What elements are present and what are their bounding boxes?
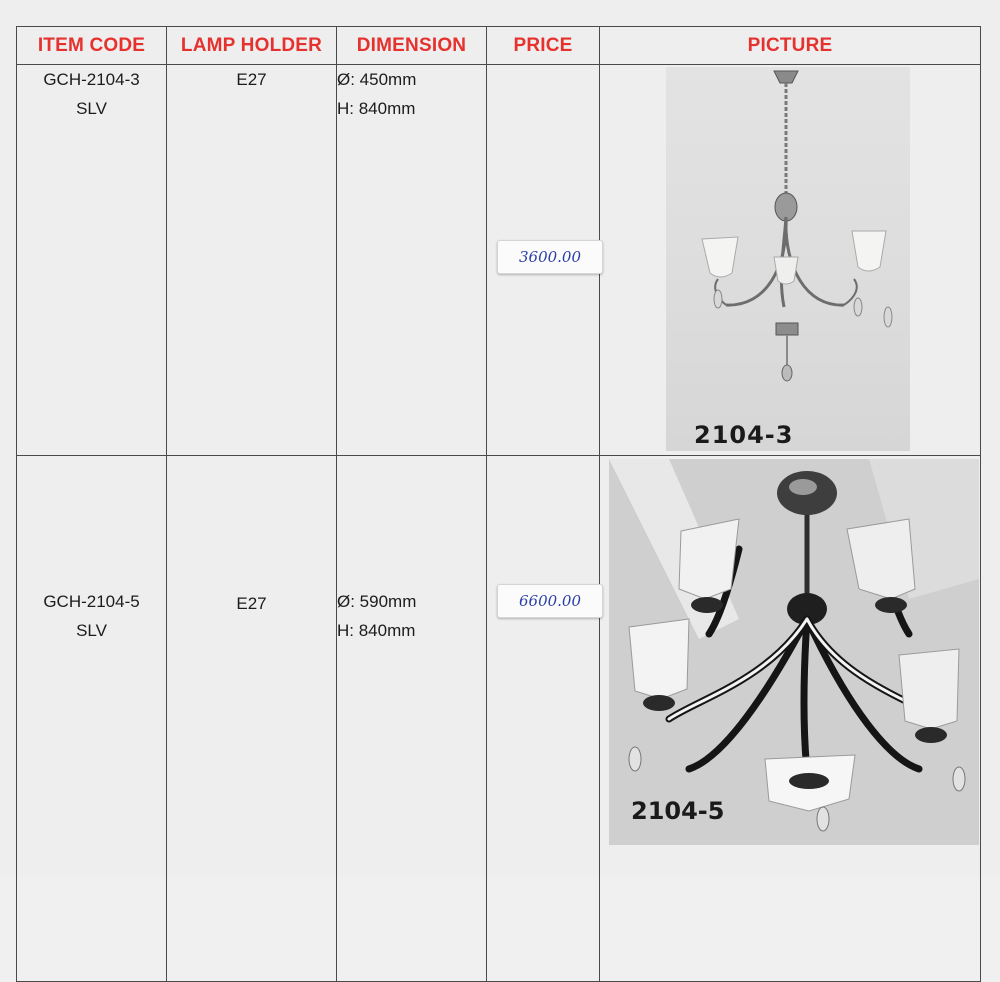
dimension-diameter: Ø: 450mm <box>337 70 417 89</box>
chandelier-5-arm-image <box>609 459 979 845</box>
item-code-cell <box>17 65 167 456</box>
item-code: GCH-2104-3 <box>43 70 140 89</box>
table-header-row <box>17 27 981 65</box>
chandelier-5-arm-drawing <box>609 459 979 845</box>
dimension-height: H: 840mm <box>337 99 416 118</box>
item-finish: SLV <box>76 99 107 118</box>
price-sticker: 3600.00 <box>497 240 603 274</box>
header-price: PRICE <box>487 27 600 65</box>
lamp-holder-cell <box>167 65 337 456</box>
dimension-diameter: Ø: 590mm <box>337 592 417 611</box>
header-dimension: DIMENSION <box>337 27 487 65</box>
table-row <box>17 456 981 982</box>
product-table <box>16 26 981 982</box>
lamp-holder-cell <box>167 456 337 982</box>
price-sticker: 6600.00 <box>497 584 603 618</box>
picture-label: 2104-5 <box>631 797 725 825</box>
dimension-height: H: 840mm <box>337 621 416 640</box>
price-cell <box>487 65 600 456</box>
header-picture: PICTURE <box>600 27 981 65</box>
chandelier-3-arm-drawing <box>666 67 910 451</box>
picture-cell <box>600 456 981 982</box>
chandelier-3-arm-image <box>666 67 910 451</box>
item-code: GCH-2104-5 <box>43 592 140 611</box>
dimension-cell <box>337 65 487 456</box>
table-row <box>17 65 981 456</box>
picture-cell <box>600 65 981 456</box>
lamp-holder: E27 <box>236 594 267 613</box>
header-item-code: ITEM CODE <box>17 27 167 65</box>
price-cell <box>487 456 600 982</box>
lamp-holder: E27 <box>236 70 267 89</box>
item-finish: SLV <box>76 621 107 640</box>
dimension-cell <box>337 456 487 982</box>
header-lamp-holder: LAMP HOLDER <box>167 27 337 65</box>
item-code-cell <box>17 456 167 982</box>
picture-label: 2104-3 <box>694 421 794 449</box>
